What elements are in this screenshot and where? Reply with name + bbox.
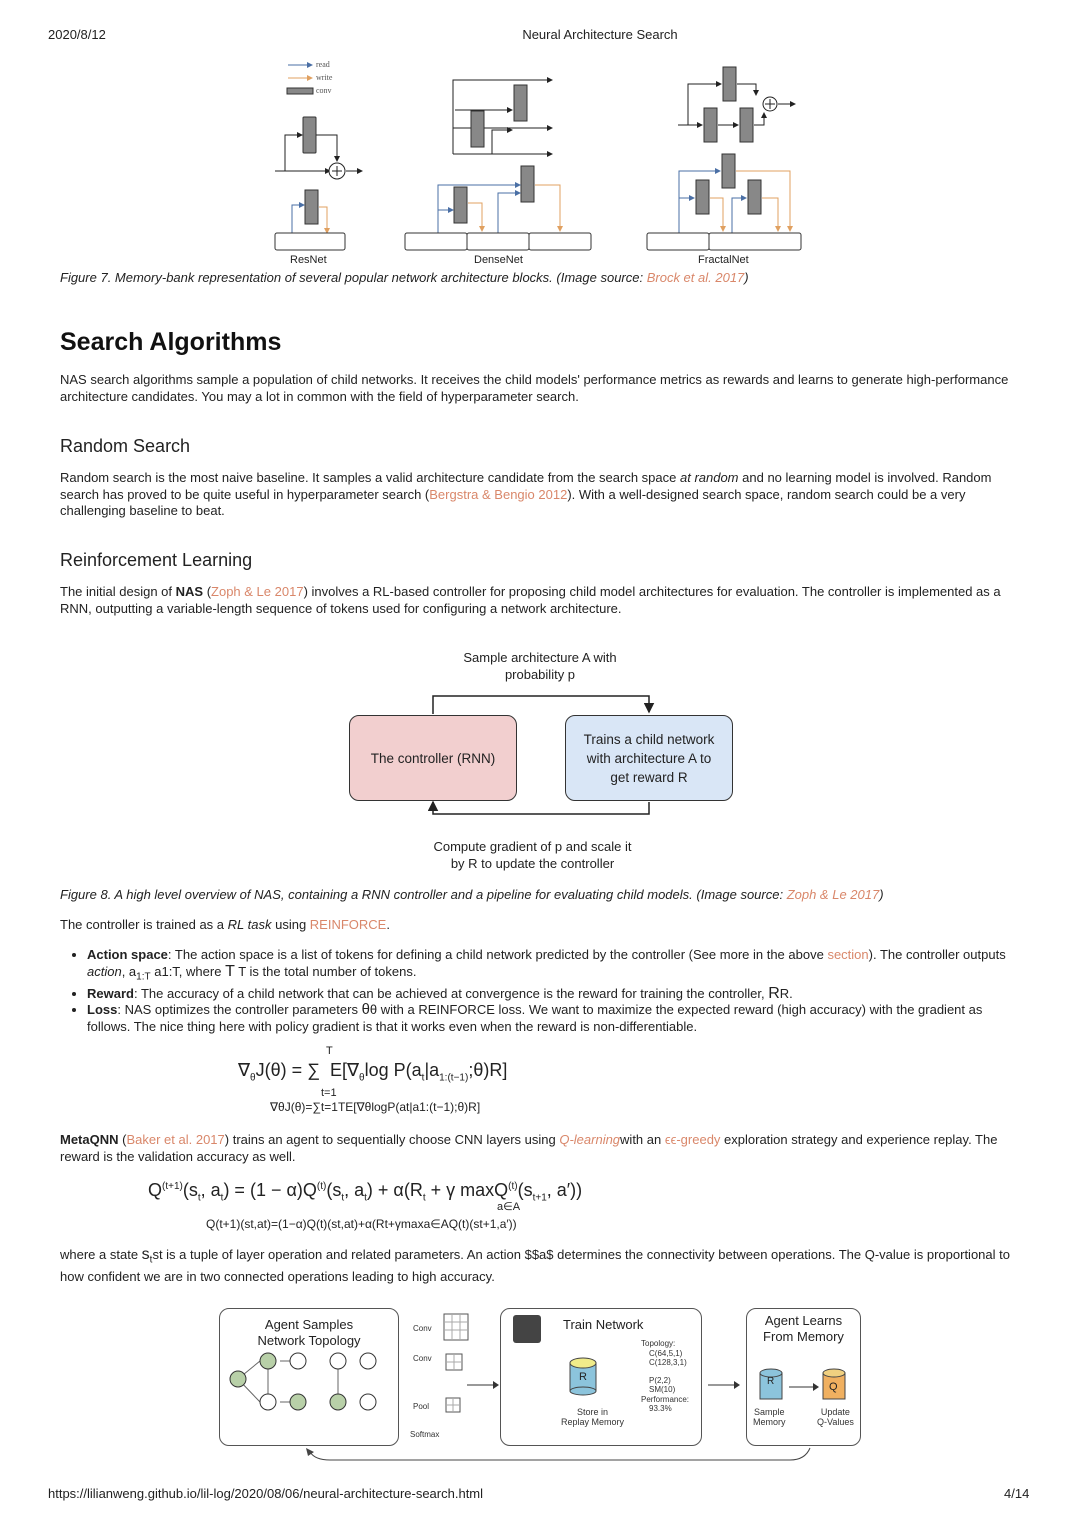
math: (t) [316,1181,327,1192]
math: ;θ)R] [468,1060,508,1080]
brock-link[interactable]: Brock et al. 2017 [646,270,745,285]
text: : NAS optimizes the controller parameters [117,1002,362,1018]
title-line: From Memory [763,1329,844,1344]
math: t [220,1192,224,1204]
layer-pool: Pool [413,1402,430,1411]
section-title: Search Algorithms [60,328,282,356]
zoph-link[interactable]: Zoph & Le 2017 [786,887,880,902]
topology-line: P(2,2) [649,1375,671,1385]
math-theta: θ [361,1001,370,1019]
bullet-list [60,947,1015,1035]
label-line: Replay Memory [561,1417,625,1427]
math: (s [517,1180,533,1200]
text: T is the total number of tokens. [234,963,417,979]
text: ) involves a RL-based controller for proposing child model architectures for evaluation. The controller is implemented as a RNN, outputting a variable-length sequence of tokens used for configuring a network architecture. [60,584,1001,616]
db-label-r: R [579,1371,587,1383]
text: . [386,917,390,932]
label-line: Store in [577,1407,609,1417]
text: : The accuracy of a child network that can be achieved at convergence is the reward for training the controller, [133,985,769,1001]
math: (s [326,1180,342,1200]
math: t+1 [532,1192,547,1204]
reinforce-link[interactable]: REINFORCE [309,917,387,932]
random-search-paragraph [60,470,1015,520]
store-label [561,1407,624,1427]
text: The controller is trained as a [60,917,228,932]
rl-paragraph [60,584,1015,617]
text: R. [779,985,793,1001]
math: t [197,1192,201,1204]
equation-1 [238,1060,507,1084]
label-fractalnet: FractalNet [698,254,749,266]
memory-to-q-icons [757,1367,853,1407]
section-intro: NAS search algorithms sample a population of child networks. It receives the child models' performance metrics as rewards and learns to generate high-performance architecture candidates. You may a lot in common with the field of hyperparameter search. [60,372,1009,404]
arrow-icon [465,1378,501,1392]
footer-url: https://lilianweng.github.io/lil-log/2020/08/06/neural-architecture-search.html [48,1486,484,1501]
nas-bold: NAS [175,584,204,599]
title-line: Agent Learns [764,1313,843,1328]
train-network-panel [500,1308,702,1446]
title-line: Network Topology [257,1333,361,1348]
feedback-arrow [300,1446,820,1466]
bergstra-link[interactable]: Bergstra & Bengio 2012 [429,486,568,502]
math: t [341,1192,345,1204]
text: with an [620,1132,665,1147]
figure-7-caption [60,270,1015,287]
label-densenet: DenseNet [474,254,523,266]
figure-8-bottom-label: Compute gradient of p and scale it by R to update the controller [433,839,632,871]
math: |a [424,1060,440,1080]
math: 1:(t−1) [439,1072,469,1084]
metaqnn-bold: MetaQNN [60,1132,119,1147]
text: , a [121,963,137,979]
text: st is a tuple of layer operation and related parameters. An action $$a$ determines the connectivity between operations. The Q-value is proportional to how confident we are in two connected operations leading to high accuracy. [60,1247,1010,1285]
figure-7-diagram [270,55,810,255]
figure-8-caption [60,887,1015,904]
train-network-title: Train Network [563,1317,644,1332]
topology-info [641,1339,689,1414]
subscript: t [149,1254,153,1266]
text: θ with a REINFORCE loss. We want to maximize the expected reward (high accuracy) with the gradient as follows. The nice thing here with policy gradient is that it works even when the reward is non-differentiable. [87,1002,983,1034]
math: log P(a [364,1060,422,1080]
layer-grid-icons [440,1310,476,1430]
eq2-plain: Q(t+1)(st,at)=(1−α)Q(t)(st,at)+α(Rt+γmaxa∈AQ(t)(st+1,a′)) [206,1217,517,1231]
label-line: Memory [753,1417,786,1427]
math-s: s [141,1246,150,1263]
text: ). The controller outputs [868,947,1006,962]
text: exploration strategy and experience replay. The reward is the validation accuracy as well. [60,1132,998,1164]
math: ) = (1 − α)Q [223,1180,317,1200]
eq1-lower: t=1 [321,1087,337,1099]
legend-read: read [316,60,330,69]
title-line: Agent Samples [264,1317,354,1332]
text: and no learning model is involved. Random search has proved to be quite useful in hyperparameter search ( [60,470,992,502]
arrow-icon [706,1378,742,1392]
child-network-box [565,715,733,801]
math: , a [200,1180,221,1200]
update-q-label [817,1407,854,1427]
topology-graph [220,1349,398,1439]
epsilon-greedy-link[interactable]: ϵϵ-greedy [664,1132,721,1147]
text: a1:T, where [150,963,226,979]
agent-learns-title [747,1313,860,1345]
topology-line: 93.3% [649,1404,672,1413]
topology-line: SM(10) [649,1385,676,1394]
math: t [364,1192,367,1204]
topology-line: Topology: [641,1339,676,1348]
db-label-r: R [767,1376,775,1387]
figure-7-legend [316,58,332,97]
legend-write: write [316,73,333,82]
math: (t+1) [162,1181,183,1192]
emphasis: RL task [227,917,272,932]
math: θ [359,1072,365,1084]
math: E[∇ [329,1060,360,1080]
emphasis: at random [679,470,739,485]
caption-text: Figure 7. Memory-bank representation of several popular network architecture blocks. (Image source: [60,270,647,285]
topology-line: C(128,3,1) [649,1358,687,1367]
text: using [271,917,310,932]
math: θ [250,1072,256,1084]
controller-box: The controller (RNN) [349,715,517,801]
bullet-loss [87,1002,1015,1035]
term: Loss [87,1002,118,1018]
term: Action space [87,947,168,962]
metaqnn-paragraph [60,1132,1015,1165]
label-line: Update [820,1407,850,1417]
gpu-icon [513,1315,541,1343]
legend-conv: conv [316,86,332,95]
eq1-upper: T [326,1045,333,1057]
caption-text: ) [879,887,884,902]
random-search-title: Random Search [60,436,191,456]
math: t [421,1072,425,1084]
layer-conv: Conv [413,1324,432,1333]
page-number: 4/14 [1004,1486,1030,1501]
child-line: get reward R [610,769,688,785]
caption-text: Figure 8. A high level overview of NAS, containing a RNN controller and a pipeline for evaluating child models. (Image source: [60,887,787,902]
text: ) trains an agent to sequentially choose CNN layers using [224,1132,560,1147]
math: , a′)) [546,1180,583,1200]
math: (s [182,1180,198,1200]
text: ( [203,584,212,599]
topology-line: C(64,5,1) [649,1348,683,1358]
bullet-action-space [87,947,1015,986]
math: + γ maxQ [425,1180,509,1200]
db-label-q: Q [829,1381,838,1393]
topology-line: Performance: [641,1394,690,1404]
math: Q [148,1180,163,1200]
text: ). With a well-designed search space, random search could be a very challenging baseline to beat. [60,486,966,518]
label-line: Q-Values [817,1417,854,1427]
eq2-under: a∈A [497,1201,521,1213]
eq1-plain: ∇θJ(θ)=∑t=1TE[∇θlogP(at|a1:(t−1);θ)R] [270,1100,481,1114]
text: where a state [60,1247,142,1262]
layer-stack [410,1310,480,1440]
zoph-link[interactable]: Zoph & Le 2017 [211,584,304,599]
print-date: 2020/8/12 [48,27,106,42]
print-title: Neural Architecture Search [522,27,678,42]
agent-learns-panel [746,1308,861,1446]
caption-text: ) [744,270,749,285]
text: : The action space is a list of tokens for defining a child network predicted by the controller (See more in the above [167,947,828,962]
bullet-reward [87,986,1015,1003]
label-resnet: ResNet [290,254,327,266]
section-link[interactable]: section [827,947,869,962]
q-learning-link[interactable]: Q-learning [559,1132,621,1147]
math: ) + α(R [366,1180,423,1200]
label-line: Sample [754,1407,785,1417]
text: Random search is the most naive baseline. It samples a valid architecture candidate from the search space [60,470,680,485]
text: ( [118,1132,127,1147]
controller-paragraph [60,917,1015,934]
child-line: with architecture A to [586,750,712,766]
rl-title: Reinforcement Learning [60,550,253,570]
subscript: 1:T [136,971,151,983]
math-T: T [225,962,235,980]
figure-8-top-label: Sample architecture A with probability p [463,650,617,682]
sample-memory-label [753,1407,786,1427]
math: t [422,1192,426,1204]
state-paragraph [60,1247,1015,1286]
baker-link[interactable]: Baker et al. 2017 [126,1132,225,1147]
math-R: R [768,984,780,1002]
agent-samples-panel [219,1308,399,1446]
term: Reward [87,985,134,1001]
math: ∇ [238,1060,251,1080]
text: The initial design of [60,584,176,599]
layer-conv: Conv [413,1354,432,1363]
math: (t) [508,1181,518,1192]
math: , a [344,1180,365,1200]
math: J(θ) = ∑ [255,1060,320,1080]
agent-samples-title [220,1317,398,1349]
emphasis: action [87,963,122,979]
layer-softmax: Softmax [410,1430,440,1439]
child-line: Trains a child network [583,731,715,747]
